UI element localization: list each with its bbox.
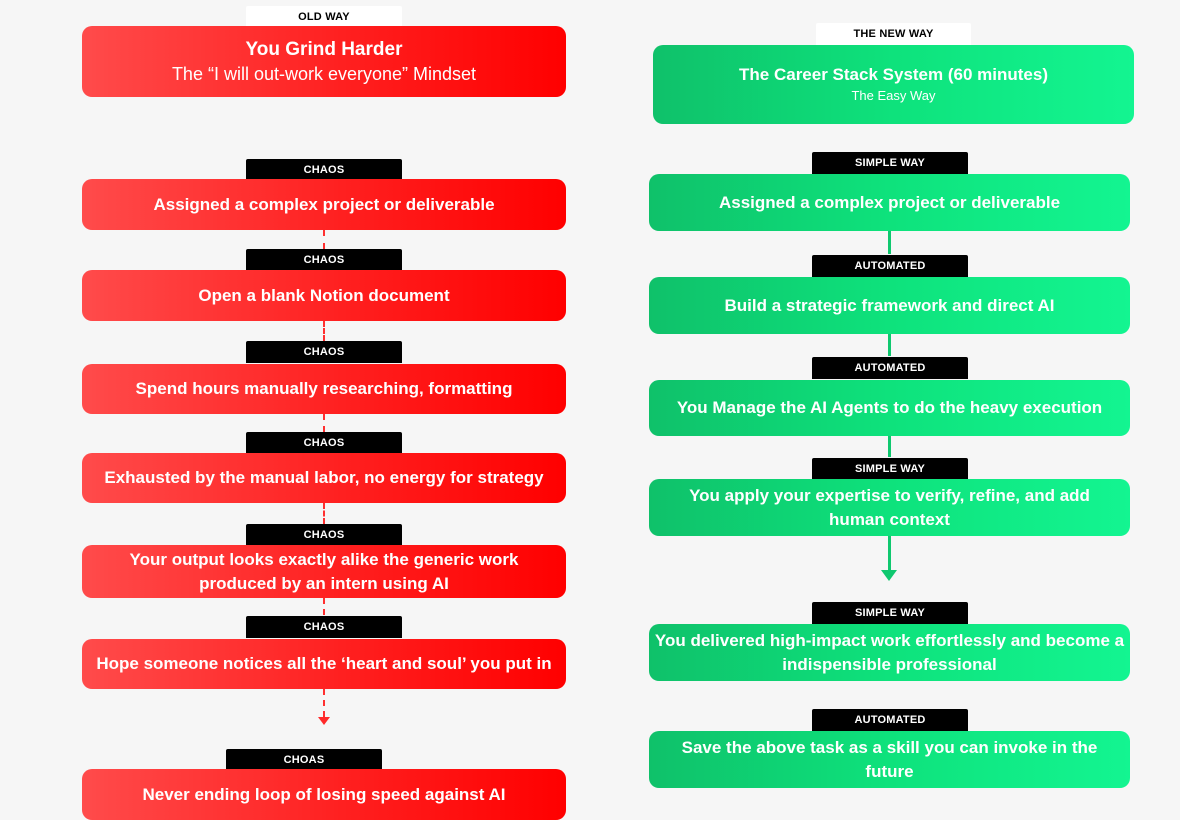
new-step-2 xyxy=(649,277,1130,334)
old-step-2-text: Open a blank Notion document xyxy=(198,285,450,305)
old-arrow-down-icon xyxy=(318,717,330,725)
old-step-4-text: Exhausted by the manual labor, no energy for strategy xyxy=(104,468,544,487)
old-step-1-tag: CHAOS xyxy=(246,159,402,181)
old-connector-4 xyxy=(323,503,325,524)
old-connector-2 xyxy=(323,321,325,341)
old-step-7-text: Never ending loop of losing speed against AI xyxy=(142,784,506,804)
new-step-3 xyxy=(649,380,1130,436)
old-step-5-text: Your output looks exactly alike the generic work produced by an intern using AI xyxy=(129,549,519,593)
new-step-2-tag: AUTOMATED xyxy=(812,255,968,277)
old-step-4 xyxy=(82,453,566,503)
old-step-5 xyxy=(82,545,566,598)
old-connector-6 xyxy=(323,689,325,717)
old-way-subtitle: The “I will out-work everyone” Mindset xyxy=(171,63,477,84)
old-step-3-text: Spend hours manually researching, formatting xyxy=(135,379,513,398)
new-step-5-tag: SIMPLE WAY xyxy=(812,602,968,624)
old-step-1-text: Assigned a complex project or deliverable xyxy=(153,194,495,214)
old-step-4-tag: CHAOS xyxy=(246,432,402,454)
new-step-4 xyxy=(649,479,1130,536)
old-way-title: You Grind Harder xyxy=(245,38,403,60)
old-step-7-tag: CHOAS xyxy=(226,749,382,771)
old-connector-1 xyxy=(323,230,325,249)
new-step-4-tag: SIMPLE WAY xyxy=(812,458,968,480)
old-connector-3 xyxy=(323,414,325,432)
new-step-5 xyxy=(649,624,1130,681)
new-way-tag: THE NEW WAY xyxy=(816,23,971,45)
new-connector-3 xyxy=(888,436,891,457)
new-connector-4 xyxy=(888,536,891,571)
new-step-1 xyxy=(649,174,1130,231)
old-step-3-tag: CHAOS xyxy=(246,341,402,363)
new-way-header xyxy=(653,45,1134,124)
old-step-1 xyxy=(82,179,566,230)
new-step-6-text: Save the above task as a skill you can invoke in the future xyxy=(681,737,1098,781)
old-step-6-text: Hope someone notices all the ‘heart and soul’ you put in xyxy=(96,654,552,673)
new-step-3-tag: AUTOMATED xyxy=(812,357,968,379)
old-step-3 xyxy=(82,364,566,414)
new-connector-1 xyxy=(888,231,891,254)
new-way-title: The Career Stack System (60 minutes) xyxy=(739,64,1048,84)
new-step-5-text: You delivered high-impact work effortlessly and become a indispensible professional xyxy=(654,630,1125,674)
old-way-tag: OLD WAY xyxy=(246,6,402,28)
new-step-1-tag: SIMPLE WAY xyxy=(812,152,968,174)
old-step-2 xyxy=(82,270,566,321)
old-way-header xyxy=(82,26,566,97)
old-connector-5 xyxy=(323,598,325,615)
new-step-6-tag: AUTOMATED xyxy=(812,709,968,731)
new-step-2-text: Build a strategic framework and direct AI xyxy=(724,295,1055,315)
new-step-6 xyxy=(649,731,1130,788)
new-connector-2 xyxy=(888,334,891,356)
old-step-6 xyxy=(82,639,566,689)
new-step-3-text: You Manage the AI Agents to do the heavy execution xyxy=(676,398,1103,417)
new-arrow-down-icon xyxy=(881,570,897,581)
old-step-6-tag: CHAOS xyxy=(246,616,402,638)
old-step-2-tag: CHAOS xyxy=(246,249,402,271)
new-step-4-text: You apply your expertise to verify, refine, and add human context xyxy=(689,485,1090,529)
new-way-subtitle: The Easy Way xyxy=(851,87,936,103)
old-step-5-tag: CHAOS xyxy=(246,524,402,546)
old-step-7 xyxy=(82,769,566,820)
new-step-1-text: Assigned a complex project or deliverable xyxy=(718,192,1061,212)
